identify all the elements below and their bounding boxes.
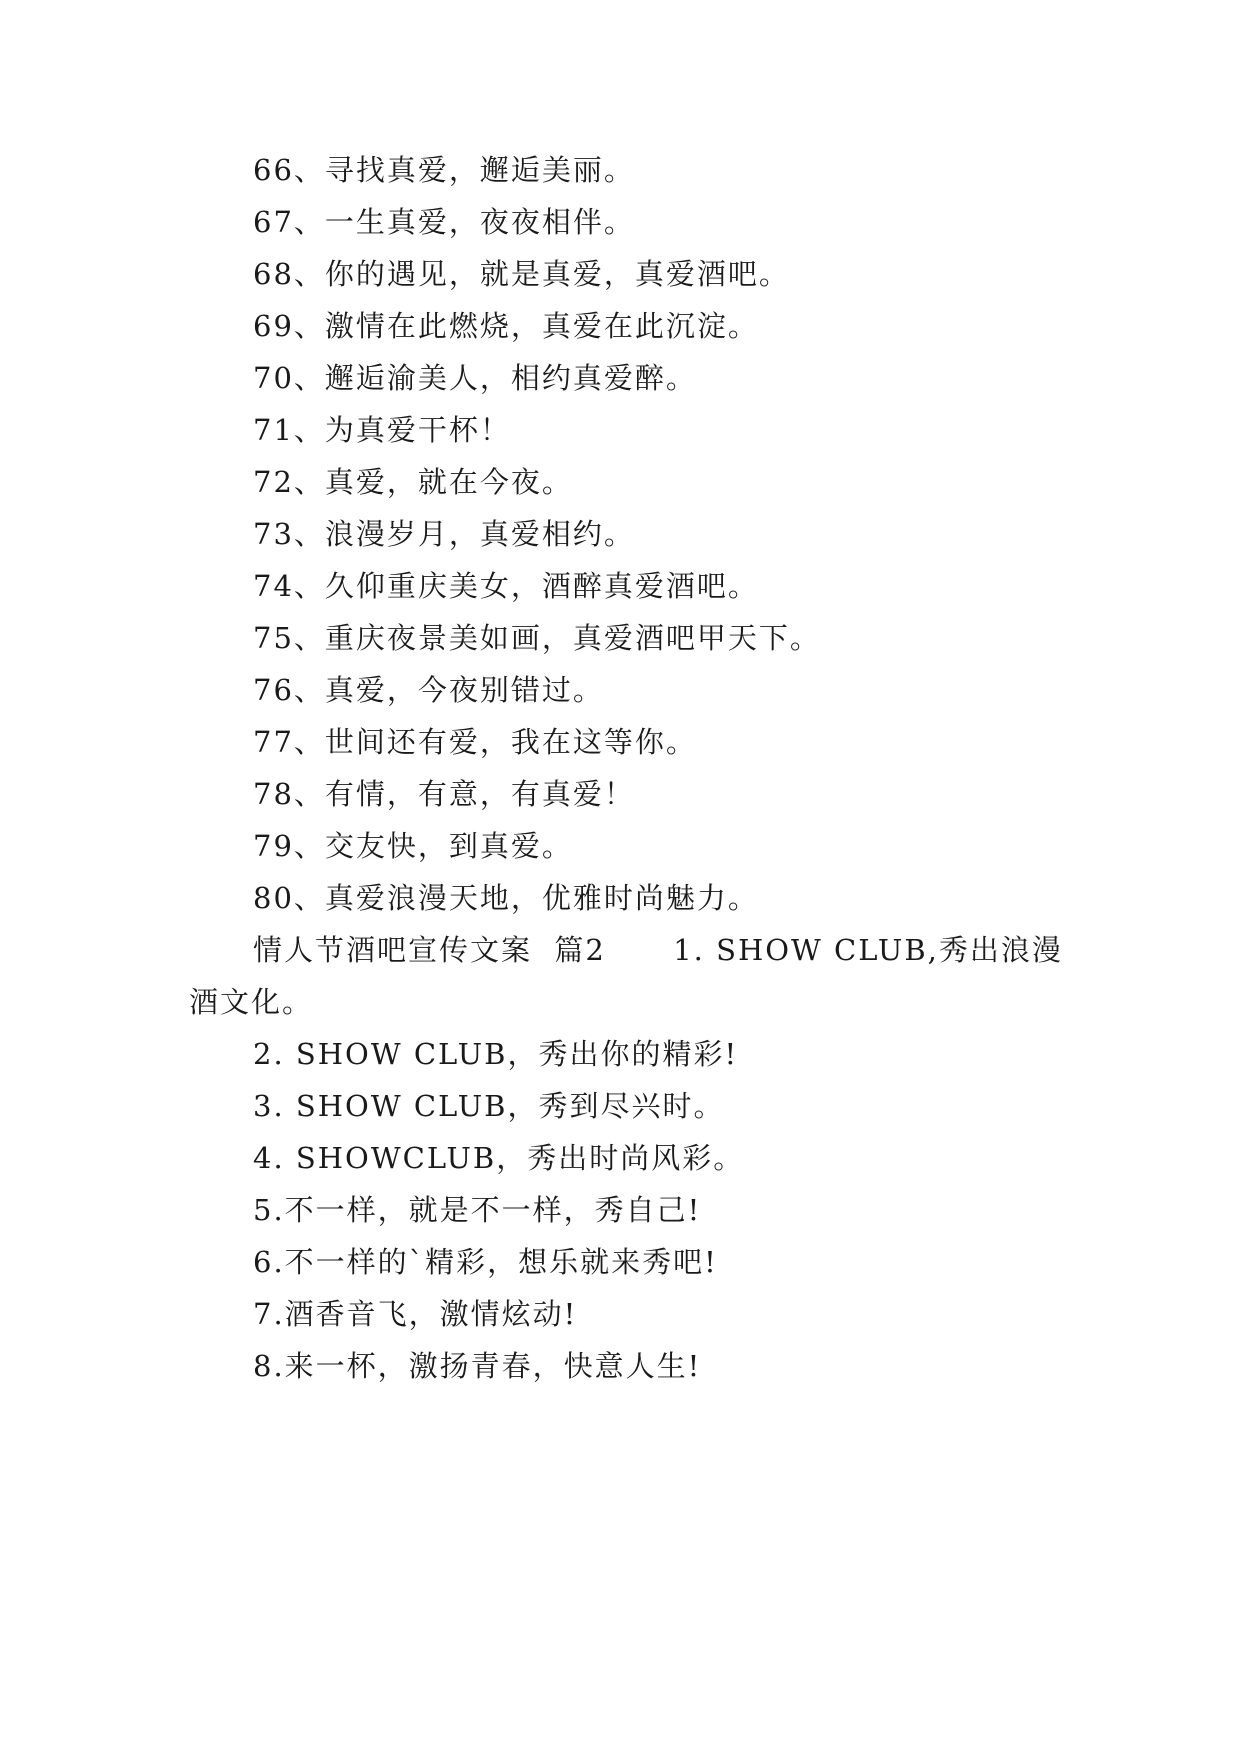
text-line: 76、真爱，今夜别错过。: [253, 673, 604, 707]
text-line: 5.不一样，就是不一样，秀自己!: [253, 1193, 702, 1227]
text-line: 66、寻找真爱，邂逅美丽。: [253, 153, 635, 187]
text-line: 74、久仰重庆美女，酒醉真爱酒吧。: [253, 569, 759, 603]
text-line: 80、真爱浪漫天地，优雅时尚魅力。: [253, 881, 759, 915]
text-line: 8.来一杯，激扬青春，快意人生!: [253, 1349, 702, 1383]
section-heading-line: 情人节酒吧宣传文案 篇2 1. SHOW CLUB,秀出浪漫: [253, 933, 1063, 967]
text-line: 69、激情在此燃烧，真爱在此沉淀。: [253, 309, 759, 343]
text-line: 78、有情，有意，有真爱！: [253, 777, 635, 811]
text-line-continuation: 酒文化。: [189, 985, 314, 1019]
text-line: 77、世间还有爱，我在这等你。: [253, 725, 697, 759]
text-line: 70、邂逅渝美人，相约真爱醉。: [253, 361, 697, 395]
text-line: 68、你的遇见，就是真爱，真爱酒吧。: [253, 257, 790, 291]
text-line: 72、真爱，就在今夜。: [253, 465, 573, 499]
text-line: 2. SHOW CLUB，秀出你的精彩!: [253, 1037, 739, 1071]
text-line: 79、交友快，到真爱。: [253, 829, 573, 863]
text-line: 6.不一样的`精彩，想乐就来秀吧!: [253, 1245, 718, 1279]
text-line: 67、一生真爱，夜夜相伴。: [253, 205, 635, 239]
text-line: 4. SHOWCLUB，秀出时尚风彩。: [253, 1141, 745, 1175]
text-line: 7.酒香音飞，激情炫动!: [253, 1297, 578, 1331]
text-line: 71、为真爱干杯！: [253, 413, 511, 447]
text-line: 75、重庆夜景美如画，真爱酒吧甲天下。: [253, 621, 821, 655]
text-line: 3. SHOW CLUB，秀到尽兴时。: [253, 1089, 725, 1123]
text-line: 73、浪漫岁月，真爱相约。: [253, 517, 635, 551]
